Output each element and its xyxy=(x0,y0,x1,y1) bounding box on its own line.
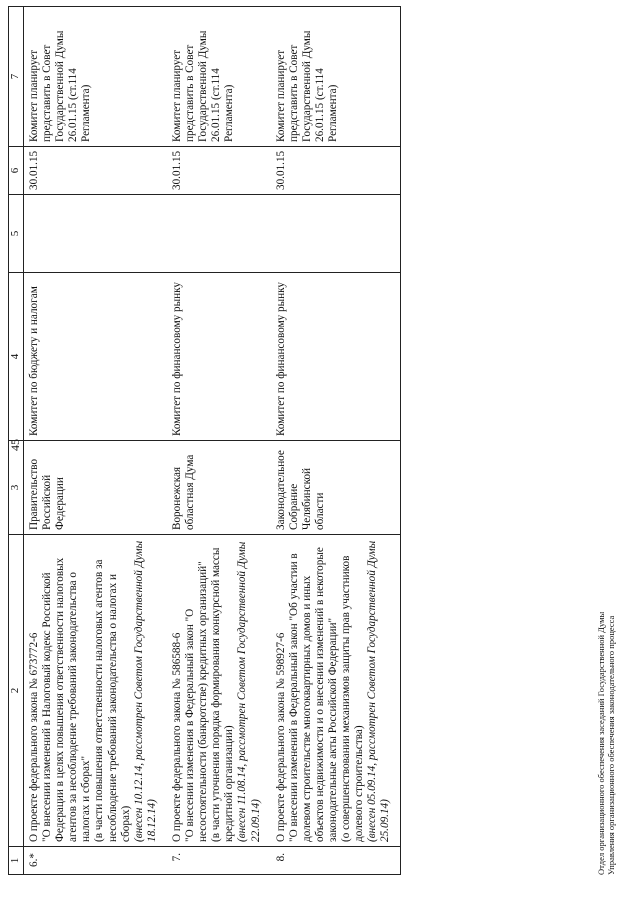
deadline-date: 30.01.15 xyxy=(167,147,271,195)
bill-name: "О внесении изменения в Федеральный закон "О несостоятельности (банкротстве) кредитных организаций" xyxy=(184,561,210,842)
bills-table xyxy=(8,6,401,875)
table-row xyxy=(167,7,271,875)
column-number: 6 xyxy=(9,147,24,195)
footer-line: Управления организационного обеспечения законодательного процесса xyxy=(606,615,616,875)
bill-description xyxy=(271,535,401,847)
page-number: 45 xyxy=(8,439,22,451)
row-number: 8. xyxy=(271,847,401,875)
column-number: 5 xyxy=(9,195,24,273)
bill-note: (в части повышения ответственности налоговых агентов за несоблюдение требований законодательства о налогах и сборах) xyxy=(93,559,132,842)
responsible-committee: Комитет по финансовому рынку xyxy=(271,273,401,441)
bill-introduction: (внесен 10.12.14, рассмотрен Советом Государственной Думы 18.12.14) xyxy=(132,540,158,842)
footer-line: Отдел организационного обеспечения заседаний Государственной Думы xyxy=(596,611,606,875)
bill-description xyxy=(24,535,167,847)
column-5-cell xyxy=(167,195,271,273)
initiator: Законодательное Собрание Челябинской области xyxy=(271,441,401,535)
bill-note: (в части уточнения порядка формирования конкурсной массы кредитной организации) xyxy=(210,547,236,842)
bill-name: "О внесении изменений в Федеральный закон "Об участии в долевом строительстве многоквартирных домов и иных объектов недвижимости и о внесении изменений в некоторые законодательные акты Российской Федерации" xyxy=(287,547,339,842)
bill-description xyxy=(167,535,271,847)
deadline-date: 30.01.15 xyxy=(271,147,401,195)
responsible-committee: Комитет по финансовому рынку xyxy=(167,273,271,441)
bill-title: О проекте федерального закона № 586588-6 xyxy=(170,632,183,842)
bill-name: "О внесении изменений в Налоговый кодекс Российской Федерации в целях повышения ответственности налоговых агентов за несоблюдение требований законодательства о налогах и сборах" xyxy=(41,557,93,842)
bill-title: О проекте федерального закона № 598927-6 xyxy=(274,632,287,842)
column-number: 7 xyxy=(9,7,24,147)
deadline-date: 30.01.15 xyxy=(24,147,167,195)
initiator: Воронежская областная Дума xyxy=(167,441,271,535)
column-number-row xyxy=(9,7,24,875)
responsible-committee: Комитет по бюджету и налогам xyxy=(24,273,167,441)
initiator: Правительство Российской Федерации xyxy=(24,441,167,535)
bill-title: О проекте федерального закона № 673772-6 xyxy=(28,632,40,842)
row-number: 7. xyxy=(167,847,271,875)
remark: Комитет планирует представить в Совет Государственной Думы 26.01.15 (ст.114 Регламента) xyxy=(167,7,271,147)
row-number: 6.* xyxy=(24,847,167,875)
remark: Комитет планирует представить в Совет Государственной Думы 26.01.15 (ст.114 Регламента) xyxy=(24,7,167,147)
column-5-cell xyxy=(24,195,167,273)
footer-note xyxy=(596,612,616,875)
table-row xyxy=(24,7,167,875)
column-number: 2 xyxy=(9,535,24,847)
bill-introduction: (внесен 05.09.14, рассмотрен Советом Государственной Думы 25.09.14) xyxy=(366,540,392,842)
bill-note: (о совершенствовании механизмов защиты прав участников долевого строительства) xyxy=(340,555,366,842)
column-number: 3 xyxy=(9,441,24,535)
bill-introduction: (внесен 11.08.14, рассмотрен Советом Государственной Думы 22.09.14) xyxy=(236,541,262,842)
column-number: 1 xyxy=(9,847,24,875)
column-5-cell xyxy=(271,195,401,273)
table-row xyxy=(271,7,401,875)
remark: Комитет планирует представить в Совет Государственной Думы 26.01.15 (ст.114 Регламента) xyxy=(271,7,401,147)
column-number: 4 xyxy=(9,273,24,441)
